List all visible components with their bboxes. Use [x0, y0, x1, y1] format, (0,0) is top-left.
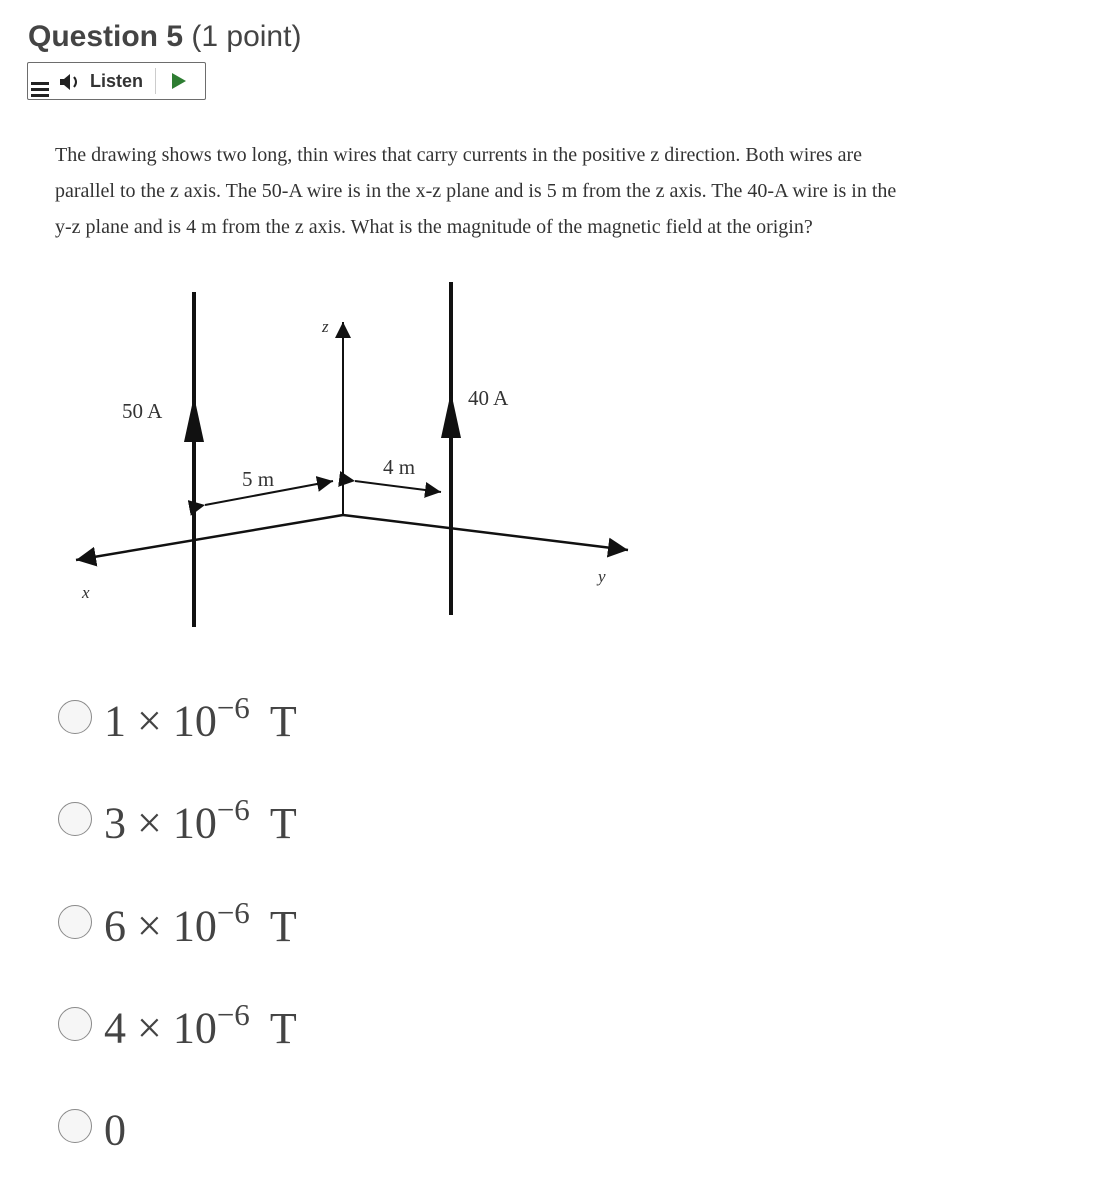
y-axis — [343, 515, 628, 550]
radio-button[interactable] — [58, 1109, 92, 1143]
answer-text: $6 \times 10^{-6}$ T — [104, 895, 297, 951]
listen-toolbar — [27, 62, 206, 100]
answer-text: $1 \times 10^{-6}$ T — [104, 690, 297, 746]
prompt-line: y-z plane and is 4 m from the z axis. What is the magnitude of the magnetic field at the origin? — [55, 216, 813, 238]
radio-button[interactable] — [58, 1007, 92, 1041]
question-prompt — [55, 137, 1045, 245]
axis-z-label: z — [322, 317, 329, 336]
axis-y-label: y — [598, 567, 606, 586]
prompt-line: The drawing shows two long, thin wires that carry currents in the positive z direction. Both wires are — [55, 144, 863, 166]
radio-button[interactable] — [58, 905, 92, 939]
radio-button[interactable] — [58, 700, 92, 734]
dist-4m-label: 4 m — [383, 455, 416, 479]
menu-icon[interactable] — [31, 82, 49, 98]
answer-text: $4 \times 10^{-6}$ T — [104, 997, 297, 1053]
speaker-icon[interactable] — [58, 72, 86, 92]
listen-button[interactable]: Listen — [90, 71, 144, 91]
radio-button[interactable] — [58, 802, 92, 836]
question-title — [28, 20, 301, 54]
dist-5m-label: 5 m — [242, 467, 275, 491]
wire-50a-arrow — [184, 396, 204, 442]
x-axis — [76, 515, 343, 560]
question-points: (1 point) — [191, 20, 302, 53]
axis-x-label: x — [82, 583, 90, 602]
dist-4m-arrow — [355, 481, 441, 492]
wire-40a-arrow — [441, 392, 461, 438]
question-number: Question 5 — [28, 20, 184, 53]
play-icon[interactable] — [171, 73, 187, 89]
answer-text: 0 — [104, 1105, 126, 1155]
prompt-line: parallel to the z axis. The 50-A wire is in the x-z plane and is 5 m from the z axis. The 40-A wire is in the — [55, 180, 897, 202]
answer-text: $3 \times 10^{-6}$ T — [104, 792, 297, 848]
wire-diagram — [0, 270, 700, 650]
wire-50a-label: 50 A — [122, 399, 163, 423]
wire-40a-label: 40 A — [468, 386, 509, 410]
toolbar-divider — [155, 68, 156, 94]
